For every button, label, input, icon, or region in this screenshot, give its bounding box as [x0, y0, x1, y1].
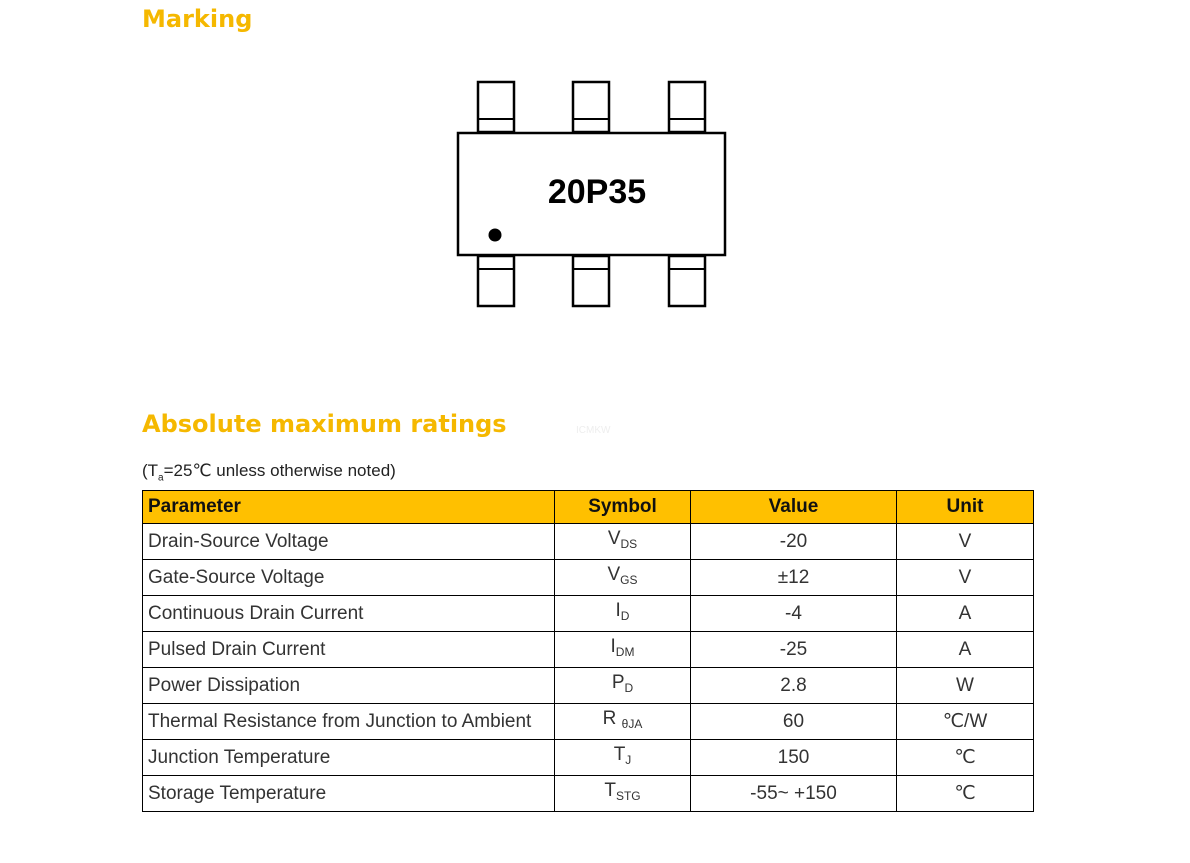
row-parameter: Power Dissipation	[143, 668, 555, 704]
row-parameter: Pulsed Drain Current	[143, 632, 555, 668]
row-value: -4	[691, 596, 897, 632]
watermark: ICMKW	[576, 425, 611, 436]
row-value: 150	[691, 740, 897, 776]
row-symbol: $P_D$	[555, 668, 691, 704]
row-value: -25	[691, 632, 897, 668]
row-parameter: Continuous Drain Current	[143, 596, 555, 632]
top-pin-2	[573, 82, 609, 132]
bottom-pin-3	[669, 256, 705, 306]
row-symbol: $T_J$	[555, 740, 691, 776]
header-value: Value	[691, 491, 897, 524]
table-row	[143, 632, 1034, 668]
chip-label: 20P35	[547, 173, 647, 211]
row-symbol: $I_D$	[555, 596, 691, 632]
row-symbol: $I_{DM}$	[555, 632, 691, 668]
row-parameter: Junction Temperature	[143, 740, 555, 776]
row-unit: ℃/W	[897, 704, 1034, 740]
table-row	[143, 704, 1034, 740]
ratings-title: Absolute maximum ratings	[142, 410, 507, 438]
row-unit: V	[897, 524, 1034, 560]
row-parameter: Thermal Resistance from Junction to Ambient	[143, 704, 555, 740]
row-symbol: $V_{DS}$	[555, 524, 691, 560]
row-symbol: R $_{\theta JA}$	[555, 704, 691, 740]
table-row	[143, 596, 1034, 632]
row-unit: ℃	[897, 776, 1034, 812]
row-value: -55~ +150	[691, 776, 897, 812]
row-value: -20	[691, 524, 897, 560]
table-row	[143, 668, 1034, 704]
bottom-pin-2	[573, 256, 609, 306]
top-pin-3	[669, 82, 705, 132]
row-unit: A	[897, 596, 1034, 632]
table-row	[143, 524, 1034, 560]
row-unit: W	[897, 668, 1034, 704]
row-unit: V	[897, 560, 1034, 596]
pin1-dot	[489, 229, 502, 242]
row-unit: ℃	[897, 740, 1034, 776]
ratings-table	[142, 490, 1034, 812]
row-symbol: $V_{GS}$	[555, 560, 691, 596]
conditions-note: ($T_a=25℃$ unless otherwise noted)	[142, 461, 396, 484]
table-header-row	[143, 491, 1034, 524]
row-parameter: Gate-Source Voltage	[143, 560, 555, 596]
row-parameter: Drain-Source Voltage	[143, 524, 555, 560]
table-row	[143, 560, 1034, 596]
marking-diagram	[440, 70, 740, 320]
top-pin-1	[478, 82, 514, 132]
header-symbol: Symbol	[555, 491, 691, 524]
table-row	[143, 776, 1034, 812]
row-parameter: Storage Temperature	[143, 776, 555, 812]
table-row	[143, 740, 1034, 776]
bottom-pin-1	[478, 256, 514, 306]
row-value: 2.8	[691, 668, 897, 704]
row-value: 60	[691, 704, 897, 740]
row-symbol: $T_{STG}$	[555, 776, 691, 812]
header-unit: Unit	[897, 491, 1034, 524]
header-parameter: Parameter	[143, 491, 555, 524]
marking-title: Marking	[142, 5, 253, 33]
row-value: ±12	[691, 560, 897, 596]
row-unit: A	[897, 632, 1034, 668]
